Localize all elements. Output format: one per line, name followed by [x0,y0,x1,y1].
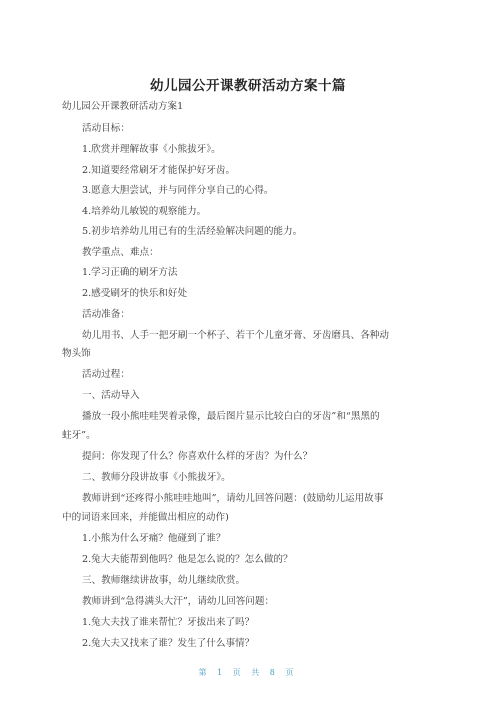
paragraph-line: 1.兔大夫找了谁来帮忙？牙拔出来了吗？ [82,617,255,628]
paragraph-line: 三、教师继续讲故事，幼儿继续欣赏。 [82,575,246,586]
paragraph-line: 活动准备： [82,309,130,320]
paragraph-line: 活动过程： [82,369,130,380]
paragraph-line: 教学重点、难点： [82,247,159,258]
paragraph-line: 蛀牙”。 [62,430,96,441]
paragraph-line: 4.培养幼儿敏锐的观察能力。 [82,206,207,217]
paragraph-line: 2.感受刷牙的快乐和好处 [82,288,188,299]
paragraph-line: 教师讲到“急得满头大汗”，请幼儿回答问题： [82,596,275,607]
paragraph-line: 物头饰 [62,348,91,359]
paragraph-line: 中的词语来回来，并能做出相应的动作) [62,512,229,523]
plan-heading: 幼儿园公开课教研活动方案1 [62,101,184,112]
paragraph-line: 1.小熊为什么牙痛？他碰到了谁？ [82,533,226,544]
paragraph-line: 2.知道要经常刷牙才能保护好牙齿。 [82,165,236,176]
page-number-footer: 第 1 页 共 8 页 [198,668,298,677]
paragraph-line: 2.兔大夫能帮到他吗？他是怎么说的？怎么做的？ [82,554,293,565]
paragraph-line: 教师讲到“还疼得小熊哇哇地叫”，请幼儿回答问题：(鼓励幼儿运用故事 [82,493,384,504]
paragraph-line: 二、教师分段讲故事《小熊拔牙》。 [82,472,231,483]
paragraph-line: 5.初步培养幼儿用已有的生活经验解决问题的能力。 [82,226,303,237]
paragraph-line: 提问：你发现了什么？你喜欢什么样的牙齿？为什么？ [82,451,313,462]
paragraph-line: 3.愿意大胆尝试，并与同伴分享自己的心得。 [82,185,274,196]
paragraph-line: 2.兔大夫又找来了谁？发生了什么事情？ [82,638,255,649]
paragraph-line: 1.欣赏并理解故事《小熊拔牙》。 [82,144,221,155]
paragraph-line: 播放一段小熊哇哇哭着录像，最后图片显示比较白白的牙齿”和“黑黑的 [82,411,380,422]
paragraph-line: 1.学习正确的刷牙方法 [82,267,178,278]
paragraph-line: 活动目标： [82,123,130,134]
paragraph-line: 幼儿用书、人手一把牙刷一个杯子、若干个儿童牙膏、牙齿磨具、各种动 [82,330,389,341]
paragraph-line: 一、活动导入 [82,390,140,401]
document-title: 幼儿园公开课教研活动方案十篇 [150,78,346,94]
